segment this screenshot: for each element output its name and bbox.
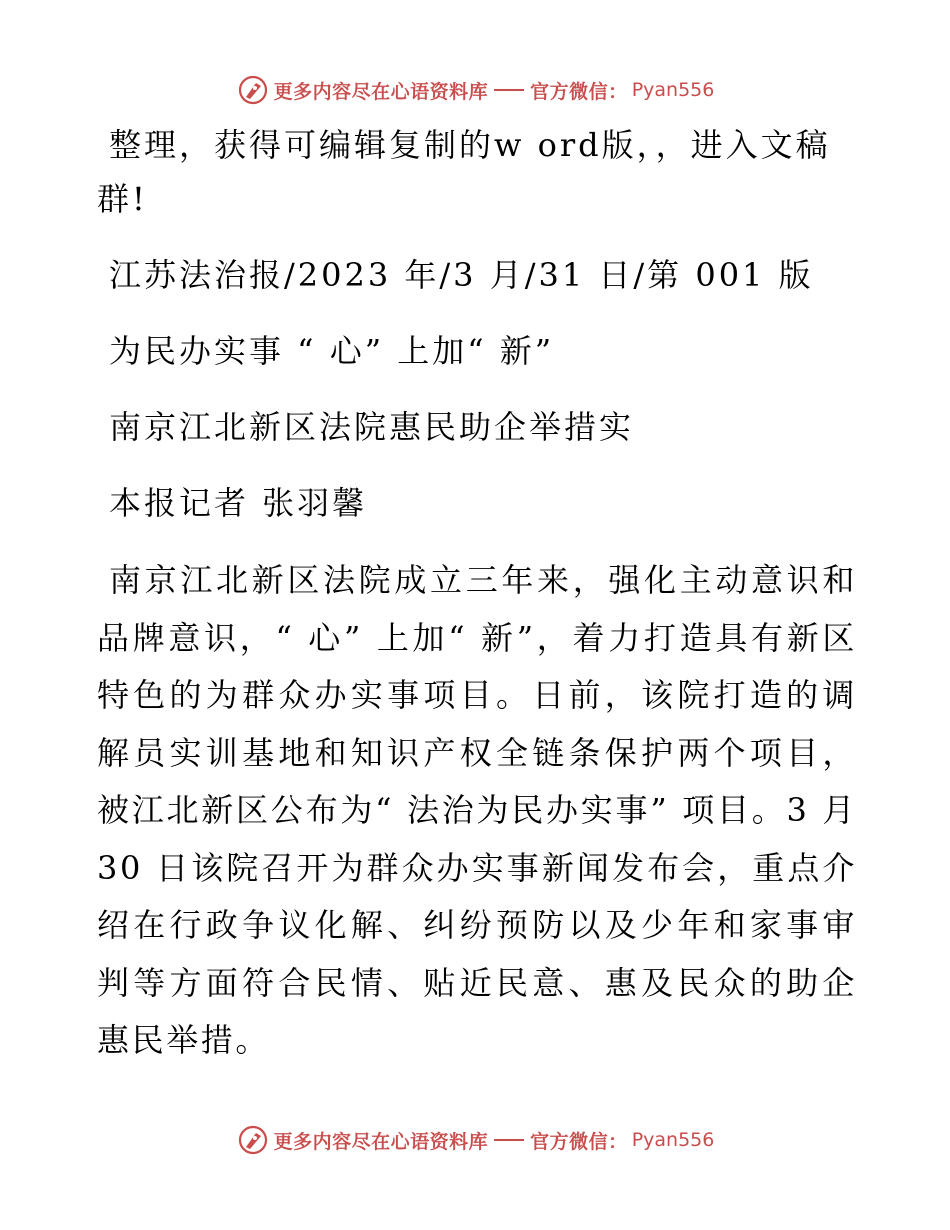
banner-dash bbox=[494, 89, 524, 91]
banner-main-text: 更多内容尽在心语资料库 bbox=[273, 80, 489, 103]
headline: 为民办实事 “ 心” 上加“ 新” bbox=[109, 332, 555, 370]
intro-paragraph: 整理，获得可编辑复制的w ord版，，进入文稿群! bbox=[97, 126, 831, 218]
banner-wechat-label: 官方微信： bbox=[530, 1130, 628, 1153]
pen-nib-circle-icon bbox=[236, 73, 270, 107]
banner-wechat-label: 官方微信： bbox=[530, 80, 628, 103]
article-paragraph: 南京江北新区法院成立三年来，强化主动意识和品牌意识，“ 心” 上加“ 新”，着力打造具有新区特色的为群众办实事项目。日前，该院打造的调解员实训基地和知识产权全链条保护两个项目，被江北新区公布为“ 法治为民办实事” 项目。3 月 30 日该院召开为群众办实事新闻发布会，重点介绍在行政争议化解、纠纷预防以及少年和家事审判等方面符合民情、贴近民意、惠及民众的助企惠民举措。 bbox=[97, 561, 870, 1059]
footer-watermark-banner bbox=[0, 1122, 950, 1158]
source-line: 江苏法治报/2023 年/3 月/31 日/第 001 版 bbox=[109, 256, 814, 294]
banner-main-text: 更多内容尽在心语资料库 bbox=[273, 1130, 489, 1153]
banner-wechat-handle: Pyan556 bbox=[631, 1129, 715, 1151]
banner-wechat-handle: Pyan556 bbox=[631, 79, 715, 101]
subheadline: 南京江北新区法院惠民助企举措实 bbox=[109, 408, 635, 446]
byline: 本报记者 张羽馨 bbox=[109, 484, 368, 522]
header-watermark-banner bbox=[0, 72, 950, 108]
document-body bbox=[97, 118, 870, 1070]
banner-dash bbox=[494, 1139, 524, 1141]
pen-nib-circle-icon bbox=[236, 1123, 270, 1157]
